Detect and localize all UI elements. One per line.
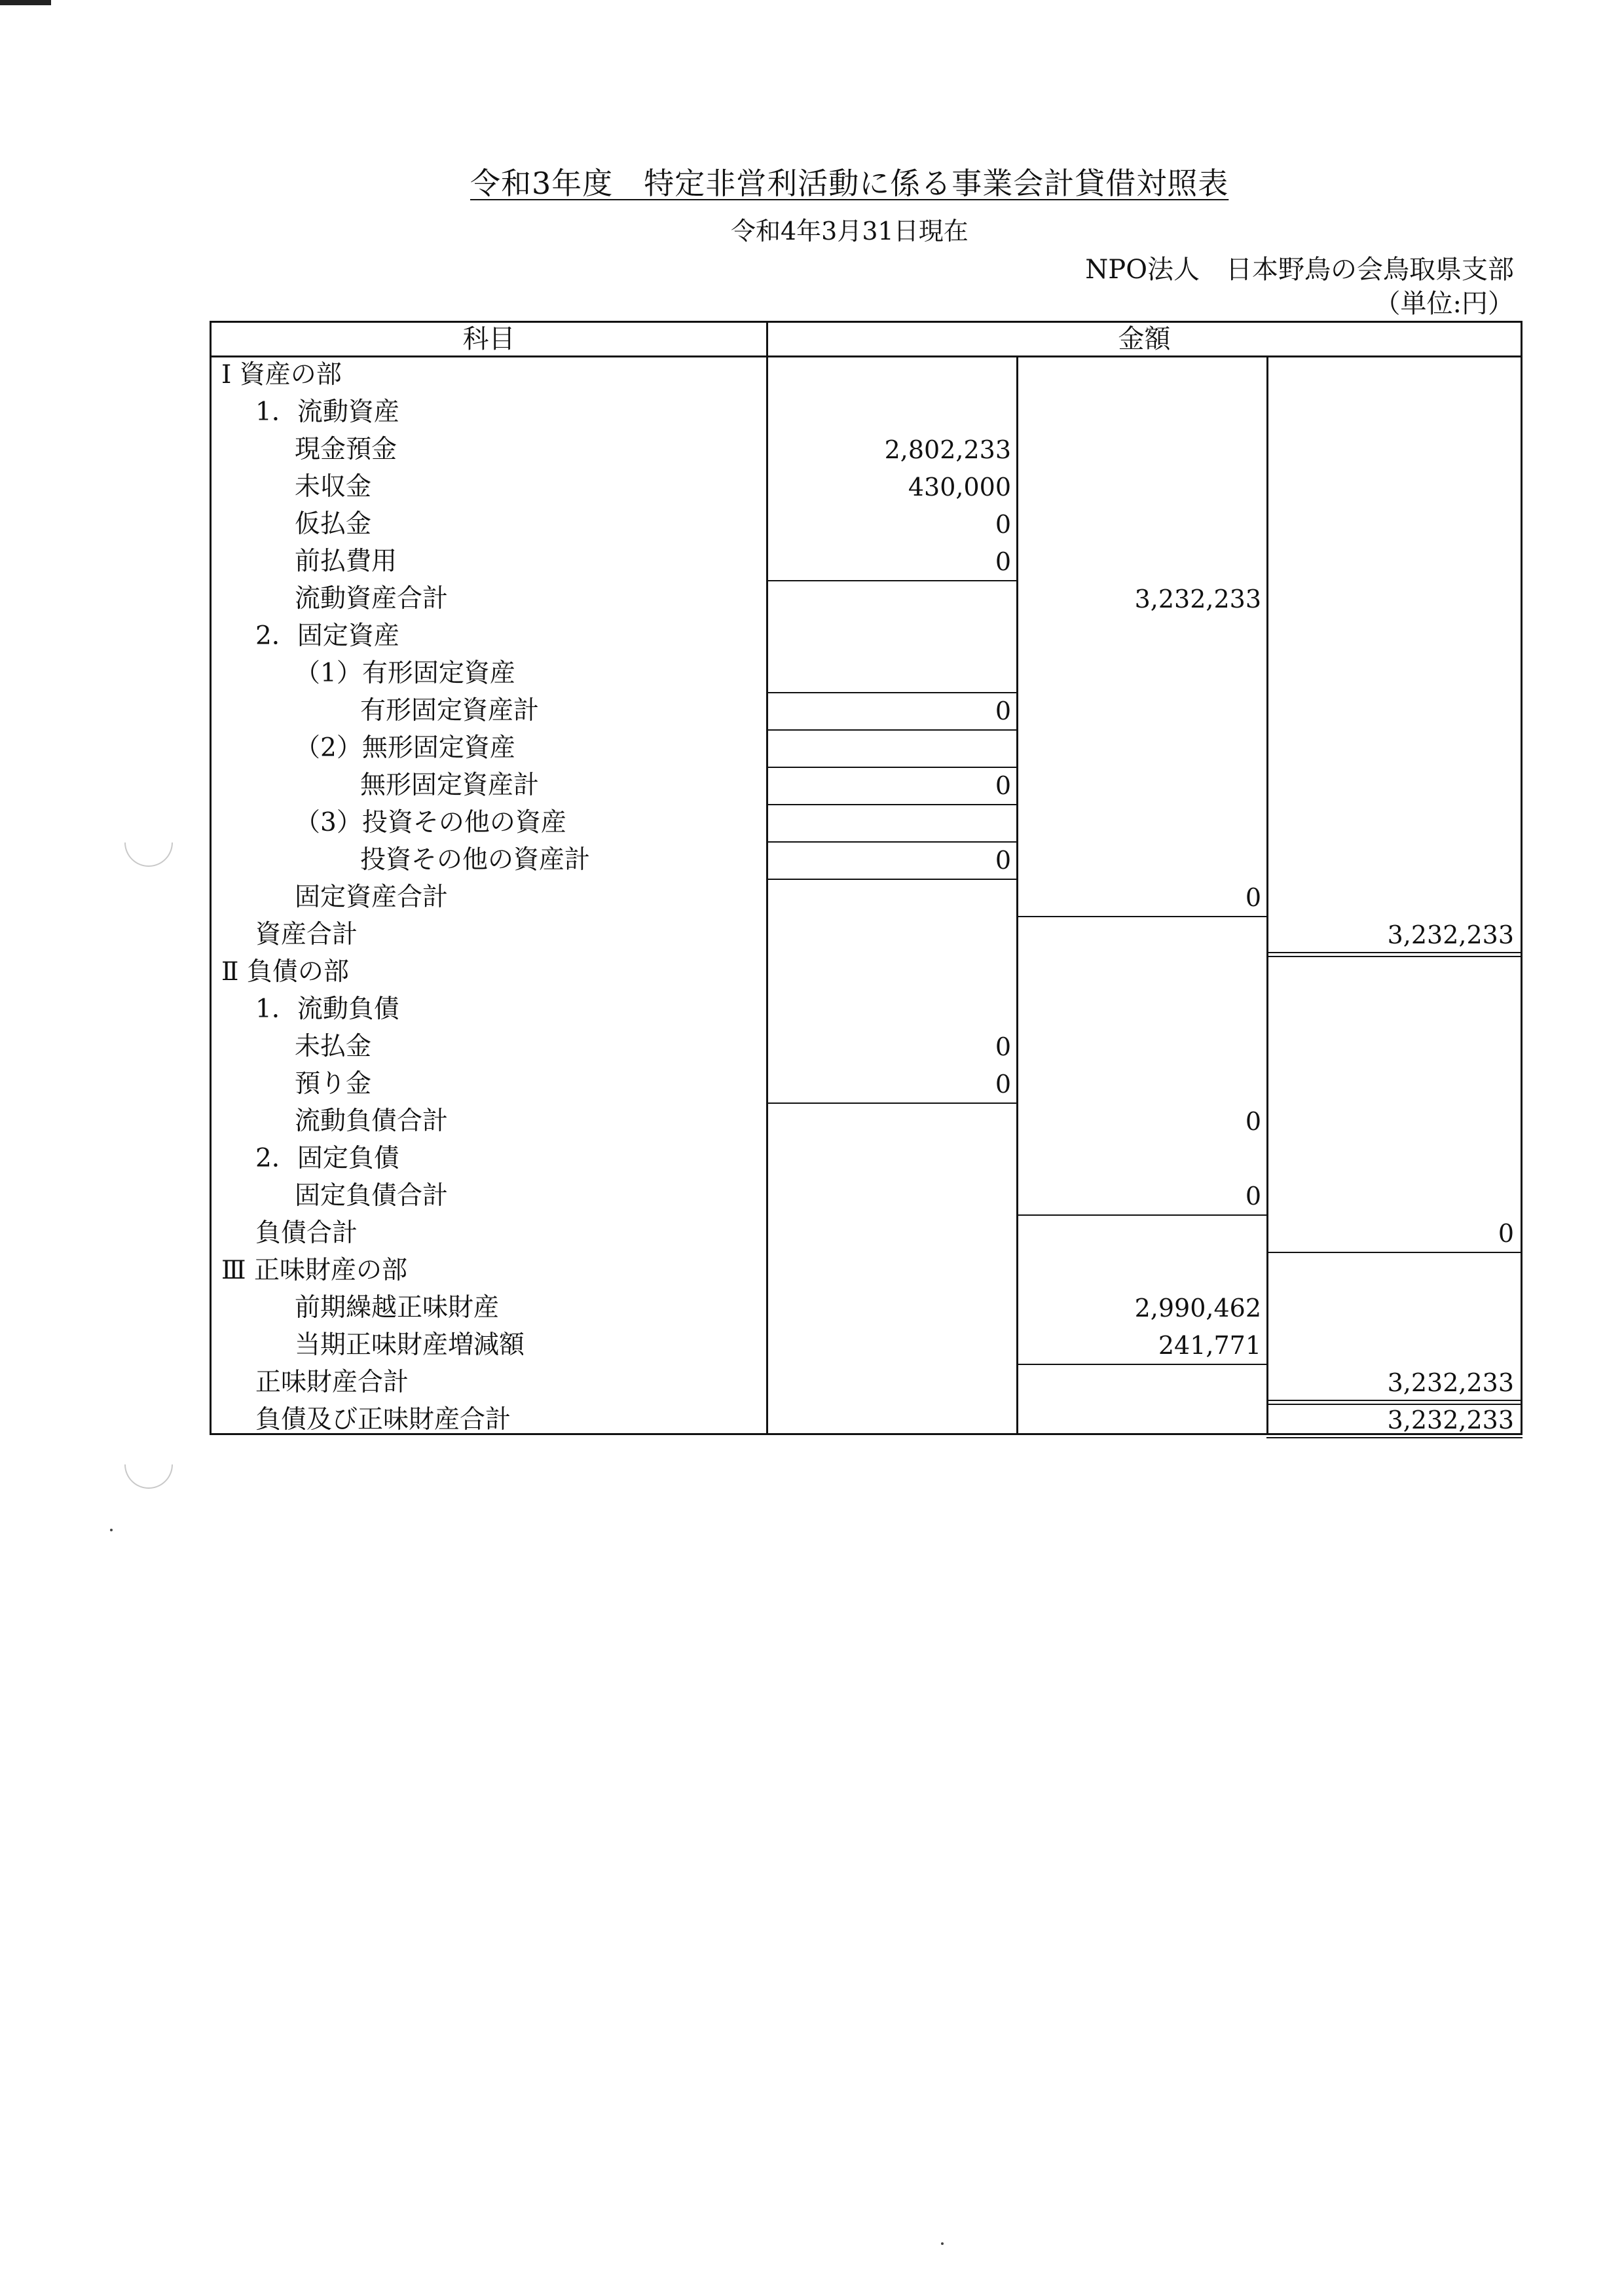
row-label: 正味財産合計: [255, 1368, 409, 1397]
punch-hole-mark: [115, 1430, 183, 1499]
row-label: 負債合計: [255, 1218, 358, 1248]
row-label: 流動資産合計: [295, 584, 449, 613]
header-amount: 金額: [1118, 324, 1171, 354]
total-line: [1266, 1252, 1522, 1253]
amount-cell: 0: [995, 510, 1011, 539]
row-label: 負債及び正味財産合計: [255, 1405, 511, 1434]
row-label: 預り金: [295, 1069, 372, 1099]
row-label: Ⅱ 負債の部: [221, 957, 349, 987]
header-subject: 科目: [462, 324, 515, 354]
row-label: （3）投資その他の資産: [295, 808, 566, 837]
row-label: Ⅰ 資産の部: [221, 360, 342, 390]
amount-cell: 0: [995, 771, 1011, 800]
row-label: 1．流動資産: [255, 397, 399, 427]
amount-cell: 0: [1498, 1219, 1514, 1248]
table-right-border: [1521, 321, 1522, 1435]
row-label: 固定負債合計: [295, 1181, 449, 1211]
amount-cell: 0: [995, 1032, 1011, 1061]
total-double-line: [1266, 956, 1522, 957]
row-label: （2）無形固定資産: [295, 733, 515, 763]
row-label: 有形固定資産計: [360, 696, 540, 725]
total-double-line: [1266, 1437, 1522, 1438]
row-label: 2．固定資産: [255, 621, 399, 651]
amount-cell: 0: [995, 846, 1011, 875]
row-label: 未払金: [295, 1032, 372, 1061]
row-label: 資産合計: [255, 920, 358, 949]
amount-cell: 0: [995, 547, 1011, 576]
row-label: 仮払金: [295, 509, 372, 539]
punch-hole-mark: [115, 809, 183, 877]
document-title: 令和3年度 特定非営利活動に係る事業会計貸借対照表: [470, 166, 1229, 201]
row-label: 未収金: [295, 472, 372, 501]
total-double-line: [1266, 952, 1522, 953]
row-label: （1）有形固定資産: [295, 659, 515, 688]
table-left-border: [210, 321, 212, 1435]
amount-cell: 0: [995, 1070, 1011, 1099]
amount-cell: 0: [1245, 1107, 1261, 1136]
amount-cell: 3,232,233: [1387, 1406, 1514, 1434]
subtotal-line: [1016, 1214, 1268, 1216]
amount-cell: 241,771: [1158, 1331, 1261, 1360]
subtotal-line: [766, 879, 1018, 880]
subtotal-line: [1016, 1364, 1268, 1365]
header-bottom-border: [210, 355, 1522, 357]
amount-cell: 3,232,233: [1387, 920, 1514, 949]
subtotal-line: [766, 1102, 1018, 1104]
amount-cell: 2,990,462: [1134, 1294, 1261, 1322]
subtotal-line: [1016, 916, 1268, 917]
amount-cell: 0: [1245, 1182, 1261, 1211]
row-label: 現金預金: [295, 435, 397, 464]
row-label: 流動負債合計: [295, 1106, 449, 1136]
row-label: 前払費用: [295, 547, 397, 576]
unit-note: （単位:円）: [1374, 289, 1514, 319]
subtotal-line: [766, 729, 1018, 731]
amount-cell: 2,802,233: [884, 435, 1011, 464]
amount-col2-divider: [1266, 355, 1268, 1435]
amount-cell: 3,232,233: [1387, 1368, 1514, 1397]
row-label: 固定資産合計: [295, 883, 449, 912]
amount-col1-divider: [1016, 355, 1018, 1435]
row-label: 投資その他の資産計: [360, 845, 591, 875]
scan-corner-mark: [0, 0, 51, 5]
subject-amount-divider: [766, 321, 768, 1435]
balance-sheet-table: [210, 321, 1522, 1437]
amount-cell: 0: [995, 697, 1011, 725]
subtotal-line: [766, 804, 1018, 805]
scan-speck: [941, 2242, 944, 2245]
amount-cell: 0: [1245, 883, 1261, 912]
amount-cell: 430,000: [908, 473, 1011, 501]
row-label: Ⅲ 正味財産の部: [221, 1256, 408, 1285]
scan-speck: [110, 1529, 113, 1531]
row-label: 1．流動負債: [255, 994, 399, 1024]
row-label: 当期正味財産増減額: [295, 1330, 525, 1360]
total-double-line: [1266, 1400, 1522, 1401]
row-label: 前期繰越正味財産: [295, 1293, 500, 1322]
subtotal-line: [766, 580, 1018, 581]
amount-cell: 3,232,233: [1134, 585, 1261, 613]
organization-name: NPO法人 日本野鳥の会鳥取県支部: [1085, 255, 1514, 285]
row-label: 2．固定負債: [255, 1144, 399, 1173]
row-label: 無形固定資産計: [360, 771, 540, 800]
as-of-date: 令和4年3月31日現在: [731, 217, 969, 246]
